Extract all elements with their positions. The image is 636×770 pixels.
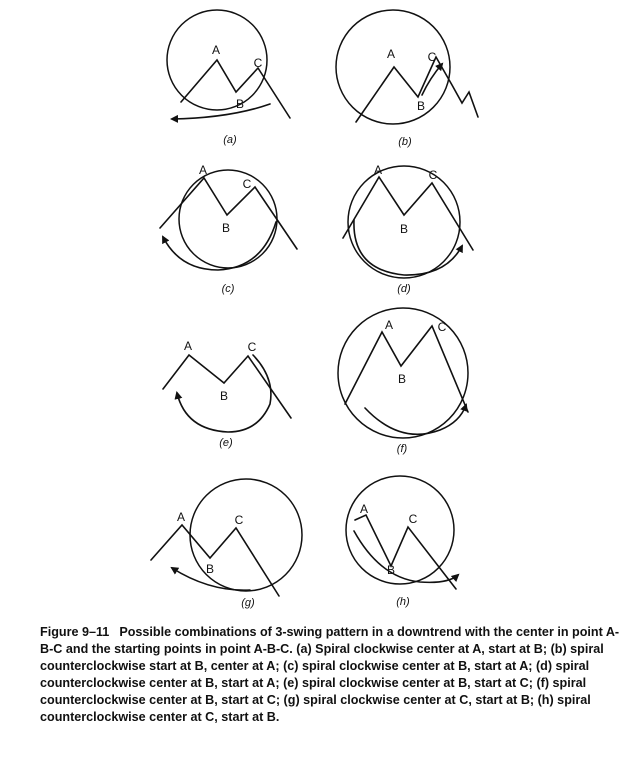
panel-h [346, 476, 458, 608]
panel-e [163, 339, 291, 449]
point-b-label: B [221, 221, 231, 235]
circle-b [336, 10, 450, 124]
point-a-label: A [176, 510, 186, 524]
point-b-label: B [386, 563, 396, 577]
point-c-label: C [408, 512, 418, 526]
panel-b [336, 10, 478, 148]
panel-label-b: (b) [398, 136, 412, 148]
point-c-label: C [428, 168, 438, 182]
point-b-label: B [219, 389, 229, 403]
caption-text: Possible combinations of 3-swing pattern in a downtrend with the center in point A-B-C and the starting points in point A-B-C. (a) Spiral clockwise center at A, start at B; (b) spiral counterclockwise start at B, center at A; (c) spiral clockwise center at B, start at A; (d) spiral counterclockwise center at B, start at A; (e) spiral clockwise center at B, start at C; (f) spiral counterclockwise center at B, start at C; (g) spiral clockwise center at C, start at B; (h) spiral counterclockwise center at C, start at B. [40, 625, 620, 724]
panel-label-d: (d) [397, 283, 411, 295]
panel-f [338, 308, 468, 455]
point-c-label: C [234, 513, 244, 527]
panel-c [160, 163, 297, 295]
zigzag-h [355, 515, 456, 589]
panel-label-e: (e) [219, 437, 233, 449]
point-a-label: A [359, 502, 369, 516]
point-a-label: A [373, 163, 383, 177]
circle-h [346, 476, 454, 584]
panel-a [167, 10, 290, 146]
panel-label-h: (h) [396, 596, 410, 608]
point-b-label: B [235, 97, 245, 111]
zigzag-g [151, 525, 279, 596]
point-c-label: C [247, 340, 257, 354]
figure-caption [40, 624, 622, 726]
point-a-label: A [384, 318, 394, 332]
panel-d [343, 163, 473, 295]
point-c-label: C [437, 320, 447, 334]
point-b-label: B [397, 372, 407, 386]
zigzag-d [343, 177, 473, 250]
panel-label-f: (f) [396, 443, 408, 455]
point-a-label: A [198, 163, 208, 177]
figure-number: Figure 9–11 [40, 625, 110, 639]
point-a-label: A [211, 43, 221, 57]
point-b-label: B [416, 99, 426, 113]
point-c-label: C [253, 56, 263, 70]
panel-label-a: (a) [223, 134, 237, 146]
spiral-arrow-a [172, 104, 270, 119]
point-a-label: A [183, 339, 193, 353]
point-a-label: A [386, 47, 396, 61]
point-c-label: C [242, 177, 252, 191]
point-b-label: B [399, 222, 409, 236]
point-b-label: B [205, 562, 215, 576]
panel-g [151, 479, 302, 609]
panel-label-g: (g) [241, 597, 255, 609]
circle-c [179, 170, 277, 268]
point-c-label: C [427, 50, 437, 64]
zigzag-f [345, 326, 468, 412]
spiral-arrow-f [365, 405, 466, 434]
panel-label-c: (c) [221, 283, 235, 295]
